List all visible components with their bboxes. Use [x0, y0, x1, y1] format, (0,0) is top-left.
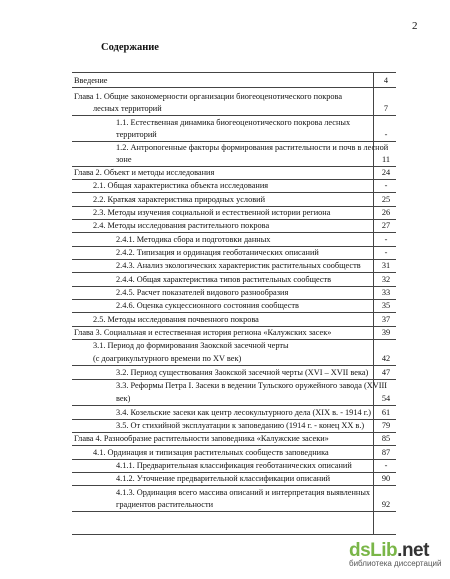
toc-row-rule	[72, 141, 396, 142]
toc-entry-text: 4.1.2. Уточнение предварительной классификации описаний	[116, 474, 331, 483]
toc-row-rule	[72, 192, 396, 193]
toc-entry-text: 1.1. Естественная динамика биогеоценотического покрова лесных	[116, 118, 351, 127]
toc-row-rule	[72, 272, 396, 273]
toc-entry-page: -	[384, 461, 388, 470]
toc-entry-page: 31	[381, 261, 391, 270]
toc-entry-text: 2.1. Общая характеристика объекта исследования	[93, 181, 269, 190]
toc-row-rule	[72, 312, 396, 313]
toc-entry-text: 3.1. Период до формирования Заокской засечной черты	[93, 341, 289, 350]
toc-entry-text: Глава 1. Общие закономерности организации биогеоценотического покрова	[74, 92, 343, 101]
toc-entry-page: 87	[381, 448, 391, 457]
toc-entry-text: 4.1.1. Предварительная классификация геоботанических описаний	[116, 461, 352, 470]
toc-entry-text: 2.4. Методы исследования растительного покрова	[93, 221, 270, 230]
toc-entry-text: 3.2. Период существования Заокской засечной черты (XVI – XVII века)	[116, 368, 369, 377]
toc-entry-text: 2.5. Методы исследования почвенного покрова	[93, 315, 259, 324]
toc-row-rule	[72, 326, 396, 327]
toc-entry-page: 42	[381, 354, 391, 363]
toc-entry-page: 33	[381, 288, 391, 297]
toc-entry-text: 2.4.5. Расчет показателей видового разнообразия	[116, 288, 289, 297]
toc-entry-page: -	[384, 130, 388, 139]
toc-entry-text: 3.4. Козельские засеки как центр лесокультурного дела (XIX в. - 1914 г.)	[116, 408, 372, 417]
watermark-logo-main: dsLib	[349, 540, 398, 561]
toc-row-rule	[72, 485, 396, 486]
toc-entry-page: 24	[381, 168, 391, 177]
toc-entry-text: 2.4.4. Общая характеристика типов растительных сообществ	[116, 275, 332, 284]
table-top-rule	[72, 72, 396, 73]
page-number: 2	[412, 20, 418, 32]
toc-row-rule	[72, 459, 396, 460]
toc-row-rule	[72, 419, 396, 420]
toc-entry-page: 92	[381, 500, 391, 509]
toc-entry-text: 4.1. Ординация и типизация растительных сообществ заповедника	[93, 448, 329, 457]
toc-entry-page: -	[384, 181, 388, 190]
toc-entry-page: -	[384, 235, 388, 244]
toc-entry-text: 2.3. Методы изучения социальной и естественной истории региона	[93, 208, 331, 217]
toc-row-rule	[72, 219, 396, 220]
toc-entry-page: -	[384, 248, 388, 257]
toc-entry-text: Глава 3. Социальная и естественная история региона «Калужских засек»	[74, 328, 332, 337]
toc-row-rule	[72, 166, 396, 167]
toc-entry-page: 35	[381, 301, 391, 310]
toc-row-rule	[72, 299, 396, 300]
toc-entry-text: Глава 4. Разнообразие растительности заповедника «Калужские засеки»	[74, 434, 329, 443]
toc-entry-text: лесных территорий	[93, 104, 162, 113]
toc-entry-text: территорий	[116, 130, 157, 139]
toc-entry-text: 2.4.1. Методика сбора и подготовки данных	[116, 235, 271, 244]
toc-entry-text: 2.4.3. Анализ экологических характеристик растительных сообществ	[116, 261, 361, 270]
toc-entry-page: 39	[381, 328, 391, 337]
toc-row-rule	[72, 339, 396, 340]
toc-entry-text: век)	[116, 394, 131, 403]
toc-entry-page: 4	[383, 76, 389, 85]
toc-entry-text: 2.4.2. Типизация и ординация геоботанических описаний	[116, 248, 319, 257]
toc-row-rule	[72, 511, 396, 512]
toc-entry-text: Введение	[74, 76, 108, 85]
toc-entry-text: 2.2. Краткая характеристика природных условий	[93, 195, 266, 204]
toc-row-rule	[72, 232, 396, 233]
page-title: Содержание	[101, 42, 159, 53]
toc-row-rule	[72, 206, 396, 207]
toc-entry-text: 1.2. Антропогенные факторы формирования растительности и почв в лесной	[116, 143, 389, 152]
watermark-logo-domain: .net	[397, 540, 429, 561]
toc-entry-page: 37	[381, 315, 391, 324]
toc-row-rule	[72, 286, 396, 287]
toc-entry-page: 90	[381, 474, 391, 483]
toc-entry-page: 47	[381, 368, 391, 377]
toc-row-rule	[72, 379, 396, 380]
toc-row-rule	[72, 405, 396, 406]
toc-entry-page: 32	[381, 275, 391, 284]
toc-row-rule	[72, 87, 396, 88]
toc-entry-text: Глава 2. Объект и методы исследования	[74, 168, 215, 177]
toc-entry-page: 85	[381, 434, 391, 443]
table-bottom-rule	[72, 534, 396, 535]
toc-row-rule	[72, 472, 396, 473]
toc-row-rule	[72, 115, 396, 116]
toc-row-rule	[72, 432, 396, 433]
toc-row-rule	[72, 259, 396, 260]
toc-entry-page: 25	[381, 195, 391, 204]
toc-entry-page: 54	[381, 394, 391, 403]
toc-entry-page: 61	[381, 408, 391, 417]
watermark-subtitle: библиотека диссертаций	[349, 559, 442, 568]
toc-entry-page: 27	[381, 221, 391, 230]
toc-entry-page: 11	[382, 155, 390, 164]
toc-row-rule	[72, 246, 396, 247]
toc-entry-page: 79	[381, 421, 391, 430]
toc-entry-text: (с доагрикультурного времени по XV век)	[93, 354, 242, 363]
toc-row-rule	[72, 179, 396, 180]
toc-entry-text: 2.4.6. Оценка сукцессионного состояния сообществ	[116, 301, 299, 310]
toc-entry-text: 3.3. Реформы Петра I. Засеки в ведении Тульского оружейного завода (XVIII	[116, 381, 388, 390]
toc-entry-text: 3.5. От стихийной эксплуатации к заповеданию (1914 г. - конец XX в.)	[116, 421, 365, 430]
toc-entry-text: 4.1.3. Ординация всего массива описаний и интерпретация выявленных	[116, 488, 371, 497]
watermark	[349, 540, 441, 568]
toc-entry-page: 26	[381, 208, 391, 217]
toc-row-rule	[72, 365, 396, 366]
toc-entry-text: зоне	[116, 155, 132, 164]
toc-entry-text: градиентов растительности	[116, 500, 214, 509]
toc-entry-page: 7	[383, 104, 389, 113]
toc-row-rule	[72, 445, 396, 446]
